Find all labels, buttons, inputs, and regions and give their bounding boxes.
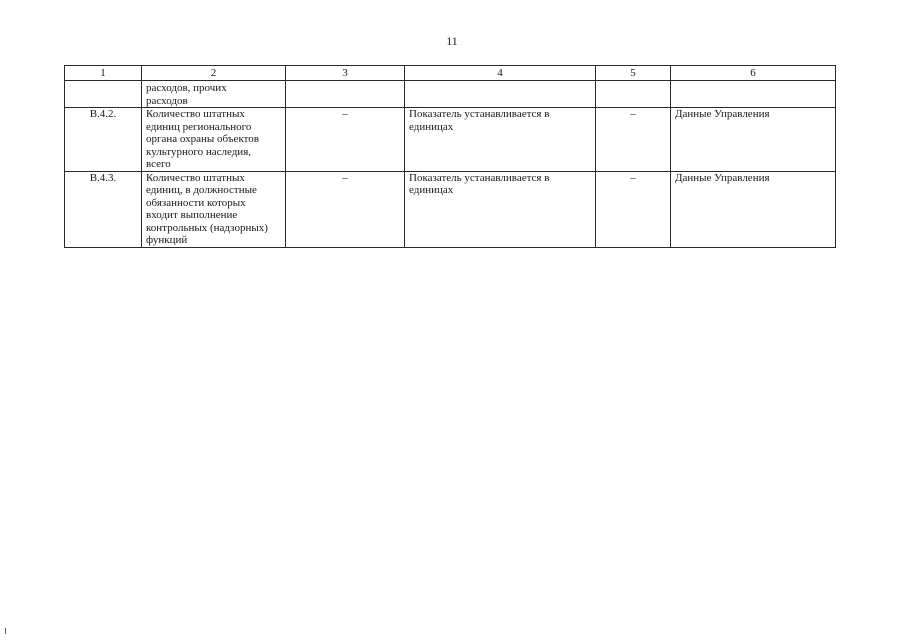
page-number: 11 <box>446 34 458 48</box>
cell-col-5: – <box>596 171 671 247</box>
header-col-2: 2 <box>142 66 286 81</box>
scan-mark <box>5 628 6 634</box>
cell-col-3 <box>286 81 405 108</box>
table-header-row <box>65 66 836 81</box>
cell-code <box>65 81 142 108</box>
indicator-table <box>64 65 836 248</box>
col-4-line: Показатель устанавливается в <box>409 108 550 120</box>
indicator-name-line: функций <box>146 234 188 246</box>
cell-indicator-name <box>142 171 286 247</box>
header-col-6: 6 <box>671 66 836 81</box>
indicator-name-line: единиц регионального <box>146 120 252 133</box>
cell-col-5: – <box>596 108 671 172</box>
header-col-1: 1 <box>65 66 142 81</box>
cell-col-5 <box>596 81 671 108</box>
cell-col-4 <box>405 81 596 108</box>
cell-indicator-name <box>142 108 286 172</box>
indicator-name-line: контрольных (надзорных) <box>146 221 268 234</box>
cell-data-source <box>671 81 836 108</box>
table-row <box>65 81 836 108</box>
indicator-name-line: культурного наследия, <box>146 145 251 158</box>
indicator-name-line: органа охраны объектов <box>146 133 259 145</box>
indicator-name-line: входит выполнение <box>146 209 238 221</box>
indicator-name-line: Количество штатных <box>146 108 245 120</box>
cell-col-3: – <box>286 108 405 172</box>
cell-data-source: Данные Управления <box>671 108 836 172</box>
indicator-name-line: Количество штатных <box>146 171 245 184</box>
table-body <box>65 81 836 248</box>
col-4-line: единицах <box>409 184 454 196</box>
header-col-5: 5 <box>596 66 671 81</box>
cell-col-4 <box>405 108 596 172</box>
indicator-name-line: единиц, в должностные <box>146 184 257 196</box>
cell-col-3: – <box>286 171 405 247</box>
cell-indicator-name <box>142 81 286 108</box>
col-4-line: Показатель устанавливается в <box>409 171 550 184</box>
header-col-3: 3 <box>286 66 405 81</box>
cell-data-source: Данные Управления <box>671 171 836 247</box>
cell-code: В.4.2. <box>65 108 142 172</box>
cell-code: В.4.3. <box>65 171 142 247</box>
indicator-name-line: расходов <box>146 94 188 107</box>
table-row <box>65 108 836 172</box>
table-row <box>65 171 836 247</box>
indicator-name-line: всего <box>146 158 171 170</box>
col-4-line: единицах <box>409 120 454 133</box>
indicator-name-line: расходов, прочих <box>146 82 227 94</box>
cell-col-4 <box>405 171 596 247</box>
header-col-4: 4 <box>405 66 596 81</box>
indicator-name-line: обязанности которых <box>146 196 246 209</box>
